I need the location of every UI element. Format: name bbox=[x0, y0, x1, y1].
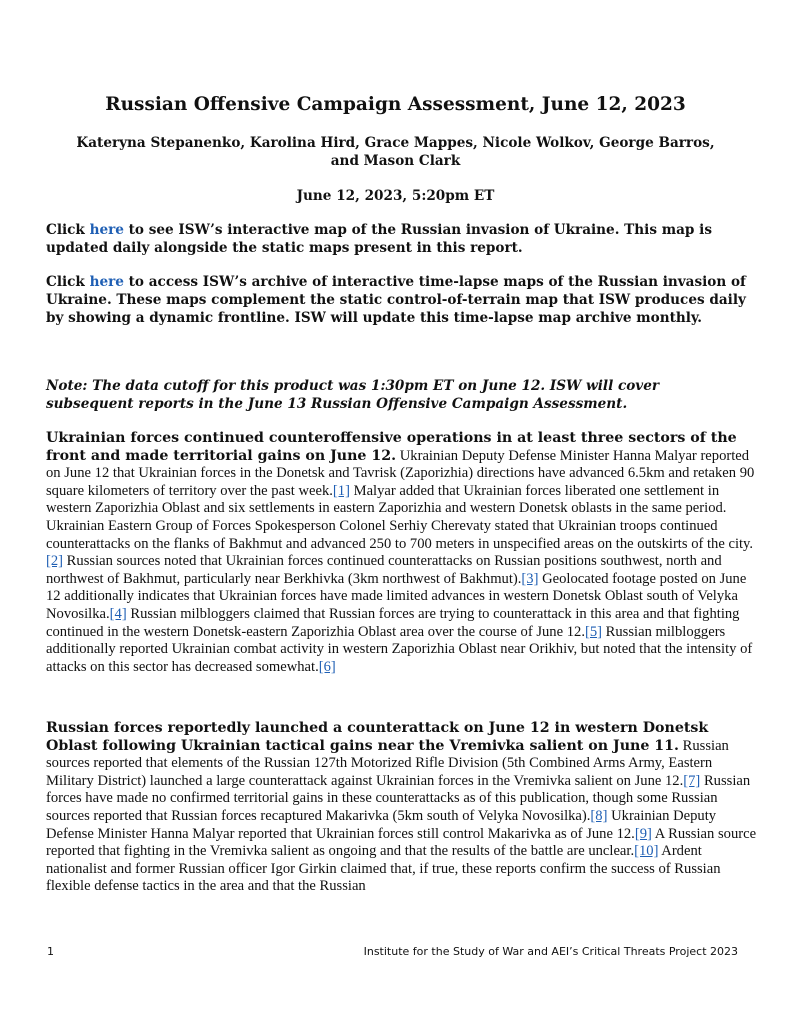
click-prefix: Click bbox=[46, 274, 90, 290]
footnote-link-7[interactable]: [7] bbox=[683, 772, 701, 789]
footnote-link-4[interactable]: [4] bbox=[109, 605, 127, 622]
footnote-link-2[interactable]: [2] bbox=[46, 553, 64, 570]
paragraph-text: Russian milbloggers claimed that Russian forces are trying to counterattack in this area and that fighting continued in the western Donetsk-eastern Zaporizhia Oblast area over the course of June 12. bbox=[46, 605, 740, 640]
timelapse-archive-notice bbox=[46, 273, 751, 327]
paragraph-text: Ukrainian Deputy Defense Minister Hanna Malyar reported that Ukrainian forces still control Makarivka as of June 12. bbox=[46, 807, 717, 842]
footnote-link-5[interactable]: [5] bbox=[584, 623, 602, 640]
report-date: June 12, 2023, 5:20pm ET bbox=[296, 188, 495, 204]
paragraph-text: Ardent nationalist and former Russian officer Igor Girkin claimed that, if true, these reports confirm the success of Russian flexible defense tactics in the area and that the Russian bbox=[46, 843, 721, 895]
footer-credit: Institute for the Study of War and AEI’s Critical Threats Project 2023 bbox=[363, 945, 738, 958]
paragraph-text: A Russian source reported that fighting in the Vremivka salient as ongoing and that the results of the battle are unclear. bbox=[46, 825, 757, 860]
paragraph-lead: Ukrainian forces continued counteroffensive operations in at least three sectors of the front and made territorial gains on June 12. bbox=[46, 430, 737, 464]
footnote-link-10[interactable]: [10] bbox=[634, 843, 659, 860]
click-prefix: Click bbox=[46, 222, 90, 238]
paragraph-text: Russian sources reported that elements of the Russian 127th Motorized Rifle Division (5th Combined Arms Army, Eastern Military District) launched a large counterattack against Ukrainian forces in the Vremivka salient on June 12. bbox=[46, 737, 729, 789]
click-text: to access ISW’s archive of interactive time-lapse maps of the Russian invasion of Ukraine. These maps complement the static control-of-terrain map that ISW produces daily by showing a dynamic frontline. ISW will update this time-lapse map archive monthly. bbox=[46, 274, 746, 326]
paragraph-text: Russian milbloggers additionally reported Ukrainian combat activity in western Zaporizhia Oblast near Orikhiv, but noted that the intensity of attacks on this sector has decreased somewhat. bbox=[46, 623, 753, 675]
footnote-link-1[interactable]: [1] bbox=[332, 482, 350, 499]
author-list: Kateryna Stepanenko, Karolina Hird, Grace Mappes, Nicole Wolkov, George Barros, and Mason Clark bbox=[76, 135, 715, 169]
interactive-map-link[interactable]: here bbox=[89, 222, 124, 238]
paragraph-text: Russian forces have made no confirmed territorial gains in these counterattacks as of this publication, though some Russian sources reported that Russian forces recaptured Makarivka (5km south of Velyka Novosilka). bbox=[46, 772, 751, 824]
paragraph-russian-counterattack bbox=[46, 720, 758, 896]
click-text: to see ISW’s interactive map of the Russian invasion of Ukraine. This map is updated daily alongside the static maps present in this report. bbox=[46, 222, 712, 256]
interactive-map-notice bbox=[46, 221, 751, 257]
footnote-link-8[interactable]: [8] bbox=[590, 807, 608, 824]
footnote-link-6[interactable]: [6] bbox=[318, 658, 336, 675]
report-title: Russian Offensive Campaign Assessment, June 12, 2023 bbox=[105, 94, 686, 115]
footnote-link-3[interactable]: [3] bbox=[521, 570, 539, 587]
paragraph-text: Geolocated footage posted on June 12 additionally indicates that Ukrainian forces have made limited advances in western Donetsk Oblast south of Velyka Novosilka. bbox=[46, 570, 747, 622]
paragraph-text: Malyar added that Ukrainian forces liberated one settlement in western Zaporizhia Oblast and six settlements in eastern Zaporizhia and western Donetsk oblasts in the same period. Ukrainian Eastern Group of Forces Spokesperson Colonel Serhiy Cherevaty stated that Ukrainian troops continued counterattacks on the flanks of Bakhmut and advanced 250 to 700 meters in unspecified areas on the outskirts of the city. bbox=[46, 482, 754, 552]
page-number: 1 bbox=[47, 945, 54, 958]
paragraph-text: Ukrainian Deputy Defense Minister Hanna Malyar reported on June 12 that Ukrainian forces in the Donetsk and Tavrisk (Zaporizhia) directions have advanced 6.5km and retaken 90 square kilometers of territory over the past week. bbox=[46, 447, 755, 499]
footnote-link-9[interactable]: [9] bbox=[634, 825, 652, 842]
paragraph-lead: Russian forces reportedly launched a counterattack on June 12 in western Donetsk Oblast following Ukrainian tactical gains near the Vremivka salient on June 11. bbox=[46, 720, 709, 754]
timelapse-archive-link[interactable]: here bbox=[89, 274, 124, 290]
data-cutoff-note: Note: The data cutoff for this product was 1:30pm ET on June 12. ISW will cover subsequent reports in the June 13 Russian Offensive Campaign Assessment. bbox=[46, 378, 660, 412]
paragraph-ukrainian-counteroffensive bbox=[46, 430, 758, 676]
paragraph-text: Russian sources noted that Ukrainian forces continued counterattacks on Russian positions southwest, north and northwest of Bakhmut, particularly near Berkhivka (3km northwest of Bakhmut). bbox=[46, 553, 722, 587]
